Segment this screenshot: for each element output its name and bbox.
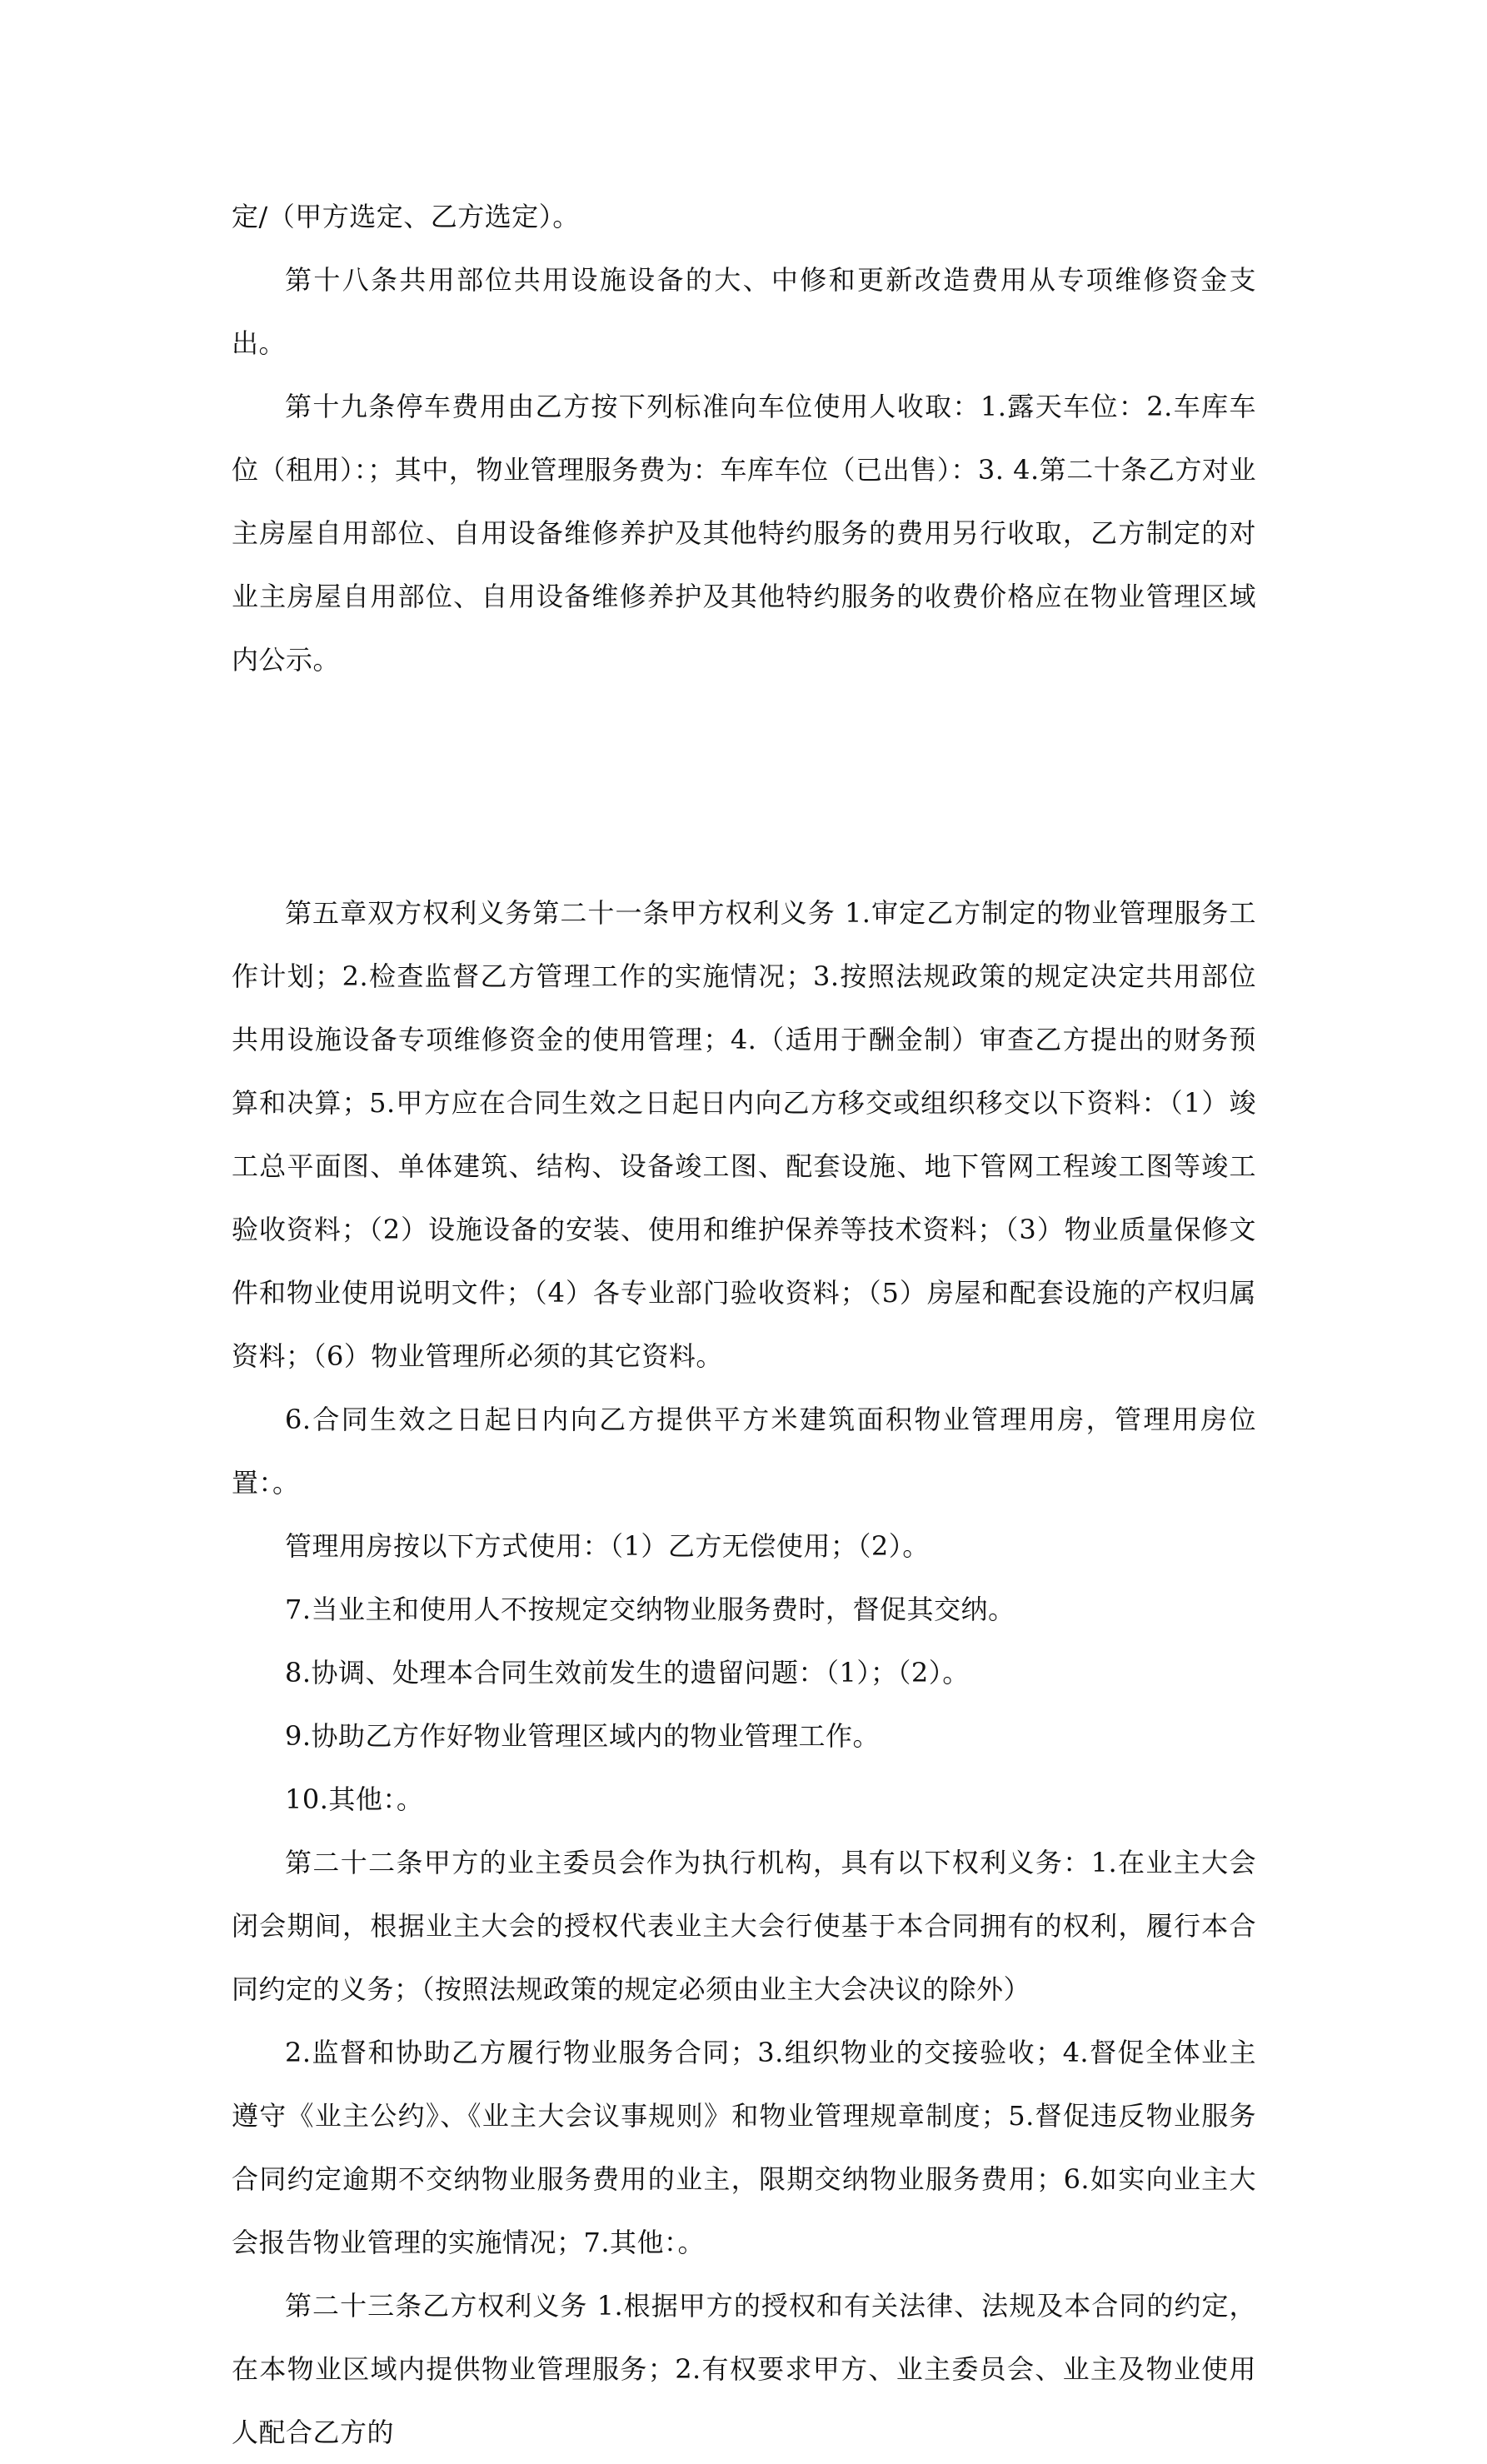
paragraph-item-8: 8.协调、处理本合同生效前发生的遗留问题：（1）；（2）。 [285, 1657, 970, 1688]
paragraph-article-18: 第十八条共用部位共用设施设备的大、中修和更新改造费用从专项维修资金支出。 [232, 264, 1256, 359]
paragraph-item-6: 6.合同生效之日起日内向乙方提供平方米建筑面积物业管理用房，管理用房位置：。 [232, 1404, 1256, 1499]
paragraph-chapter-5-article-21: 第五章双方权利义务第二十一条甲方权利义务 1.审定乙方制定的物业管理服务工作计划；2.检查监督乙方管理工作的实施情况；3.按照法规政策的规定决定共用部位共用设施设备专项维修资金的使用管理；4.（适用于酬金制）审查乙方提出的财务预算和决算；5.甲方应在合同生效之日起日内向乙方移交或组织移交以下资料：（1）竣工总平面图、单体建筑、结构、设备竣工图、配套设施、地下管网工程竣工图等竣工验收资料；（2）设施设备的安装、使用和维护保养等技术资料；（3）物业质量保修文件和物业使用说明文件；（4）各专业部门验收资料；（5）房屋和配套设施的产权归属资料；（6）物业管理所必须的其它资料。 [232, 897, 1256, 1372]
paragraph-continuation: 定/（甲方选定、乙方选定）。 [232, 201, 580, 232]
paragraph-item-10: 10.其他：。 [285, 1783, 424, 1815]
paragraph-item-7: 7.当业主和使用人不按规定交纳物业服务费时，督促其交纳。 [285, 1594, 1015, 1625]
paragraph-management-room-usage: 管理用房按以下方式使用：（1）乙方无偿使用；（2）。 [285, 1530, 930, 1562]
paragraph-article-22: 第二十二条甲方的业主委员会作为执行机构，具有以下权利义务：1.在业主大会闭会期间，根据业主大会的授权代表业主大会行使基于本合同拥有的权利，履行本合同约定的义务；（按照法规政策的规定必须由业主大会决议的除外） [232, 1847, 1256, 2005]
document-body [232, 185, 1256, 2464]
paragraph-article-22-duties: 2.监督和协助乙方履行物业服务合同；3.组织物业的交接验收；4.督促全体业主遵守《业主公约》、《业主大会议事规则》和物业管理规章制度；5.督促违反物业服务合同约定逾期不交纳物业服务费用的业主，限期交纳物业服务费用；6.如实向业主大会报告物业管理的实施情况；7.其他：。 [232, 2037, 1256, 2258]
section-gap [232, 691, 1256, 881]
paragraph-article-23: 第二十三条乙方权利义务 1.根据甲方的授权和有关法律、法规及本合同的约定，在本物业区域内提供物业管理服务；2.有权要求甲方、业主委员会、业主及物业使用人配合乙方的 [232, 2290, 1256, 2448]
paragraph-item-9: 9.协助乙方作好物业管理区域内的物业管理工作。 [285, 1720, 881, 1752]
paragraph-article-19-20: 第十九条停车费用由乙方按下列标准向车位使用人收取：1.露天车位：2.车库车位（租用）：；其中，物业管理服务费为：车库车位（已出售）：3. 4.第二十条乙方对业主房屋自用部位、自用设备维修养护及其他特约服务的费用另行收取，乙方制定的对业主房屋自用部位、自用设备维修养护及其他特约服务的收费价格应在物业管理区域内公示。 [232, 391, 1256, 676]
